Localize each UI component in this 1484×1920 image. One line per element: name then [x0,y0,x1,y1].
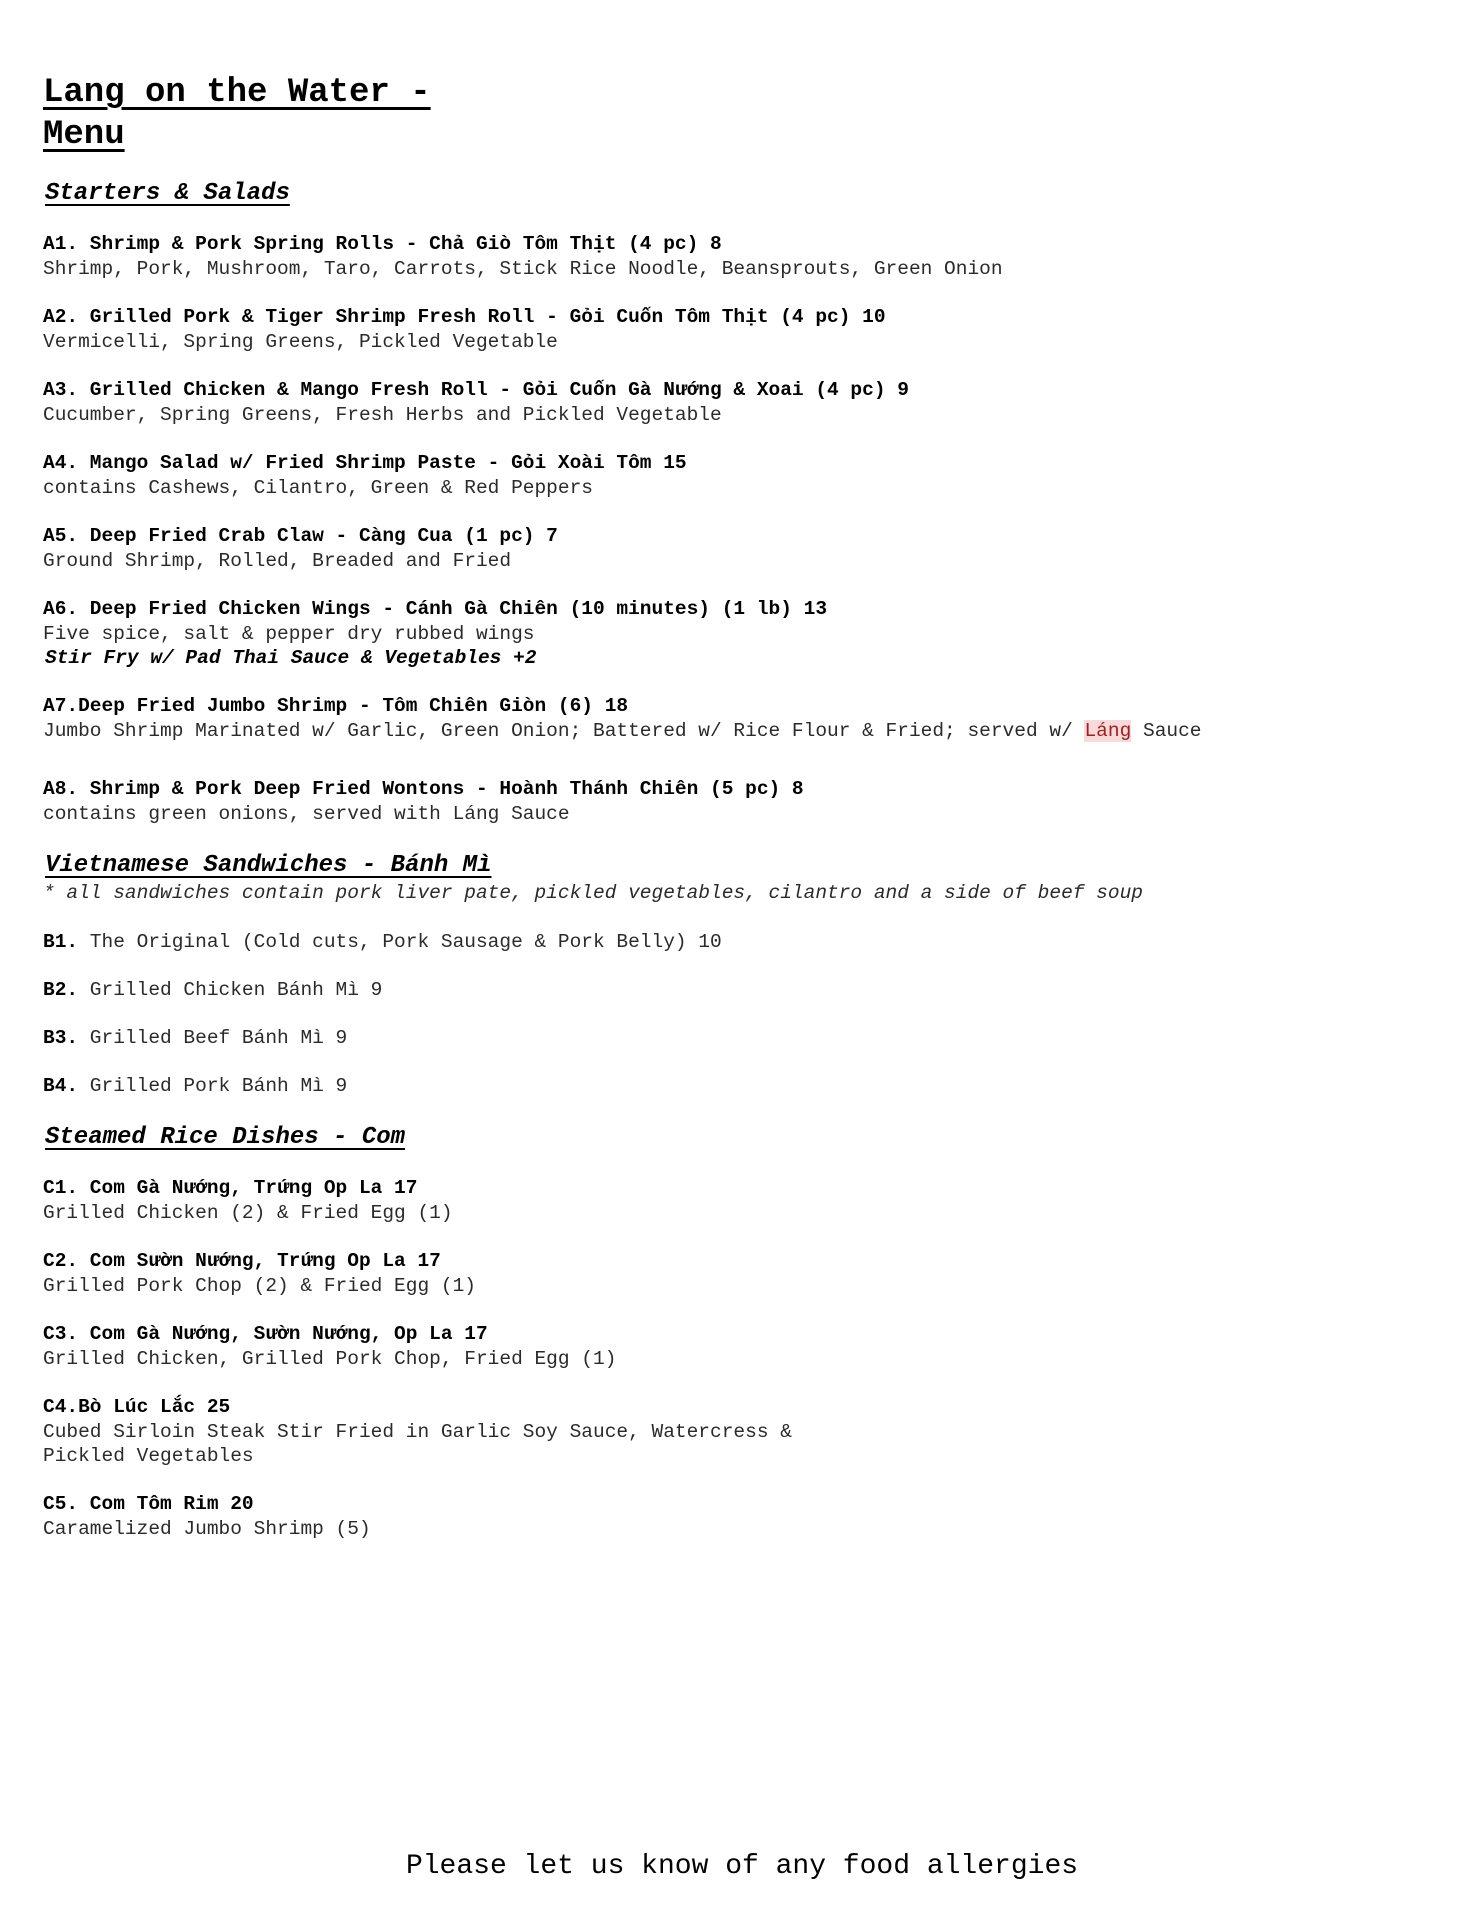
menu-item-title: C2. Com Sườn Nướng, Trứng Op La 17 [43,1250,441,1272]
menu-item-desc: contains green onions, served with Láng Sauce [43,803,570,825]
section-heading-sandwiches: Vietnamese Sandwiches - Bánh Mì [45,852,492,879]
menu-item [43,978,382,1002]
menu-item-title: A7.Deep Fried Jumbo Shrimp - Tôm Chiên Giòn (6) 18 [43,695,629,717]
desc-text: Jumbo Shrimp Marinated w/ Garlic, Green Onion; Battered w/ Rice Flour & Fried; served w/ [43,720,1085,742]
section-heading-starters: Starters & Salads [45,180,290,207]
menu-item-title: C4.Bò Lúc Lắc 25 [43,1396,231,1418]
menu-item-title: C1. Com Gà Nướng, Trứng Op La 17 [43,1177,418,1199]
menu-item-option: Stir Fry w/ Pad Thai Sauce & Vegetables +2 [45,647,537,669]
menu-item [43,930,722,954]
item-code: B1. [43,931,79,953]
item-text: The Original (Cold cuts, Pork Sausage & Pork Belly) 10 [78,931,722,953]
allergy-notice: Please let us know of any food allergies [405,1851,1079,1882]
menu-item-desc: Five spice, salt & pepper dry rubbed wings [43,623,535,645]
menu-item-desc: Cubed Sirloin Steak Stir Fried in Garlic Soy Sauce, Watercress & [43,1421,792,1443]
menu-item-desc: Grilled Chicken (2) & Fried Egg (1) [43,1202,453,1224]
menu-item-desc: Cucumber, Spring Greens, Fresh Herbs and Pickled Vegetable [43,404,722,426]
menu-item-desc: Ground Shrimp, Rolled, Breaded and Fried [43,550,512,572]
title-line-2: Menu [43,116,125,154]
section-note: * all sandwiches contain pork liver pate, pickled vegetables, cilantro and a side of beef soup [43,882,1143,904]
menu-item-desc [43,719,1202,743]
title-line-1: Lang on the Water - [43,74,431,112]
menu-item-desc: Vermicelli, Spring Greens, Pickled Vegetable [43,331,558,353]
menu-item-title: A8. Shrimp & Pork Deep Fried Wontons - Hoành Thánh Chiên (5 pc) 8 [43,778,804,800]
menu-item-title: A4. Mango Salad w/ Fried Shrimp Paste - Gỏi Xoài Tôm 15 [43,452,687,474]
menu-item-desc: Pickled Vegetables [43,1445,254,1467]
menu-item-title: A1. Shrimp & Pork Spring Rolls - Chả Giò Tôm Thịt (4 pc) 8 [43,233,722,255]
page-title [43,72,431,156]
item-text: Grilled Chicken Bánh Mì 9 [78,979,383,1001]
item-text: Grilled Beef Bánh Mì 9 [78,1027,348,1049]
desc-text: Sauce [1131,720,1202,742]
menu-item [43,1026,347,1050]
menu-item-title: A2. Grilled Pork & Tiger Shrimp Fresh Roll - Gỏi Cuốn Tôm Thịt (4 pc) 10 [43,306,886,328]
menu-item-desc: Caramelized Jumbo Shrimp (5) [43,1518,371,1540]
menu-item-title: A6. Deep Fried Chicken Wings - Cánh Gà Chiên (10 minutes) (1 lb) 13 [43,598,828,620]
menu-item-desc: contains Cashews, Cilantro, Green & Red Peppers [43,477,593,499]
section-heading-rice: Steamed Rice Dishes - Com [45,1124,406,1151]
item-code: B4. [43,1075,79,1097]
menu-item-desc: Grilled Pork Chop (2) & Fried Egg (1) [43,1275,476,1297]
item-text: Grilled Pork Bánh Mì 9 [78,1075,348,1097]
menu-item-title: C5. Com Tôm Rim 20 [43,1493,254,1515]
menu-item-desc: Grilled Chicken, Grilled Pork Chop, Fried Egg (1) [43,1348,617,1370]
menu-item [43,1074,347,1098]
item-code: B3. [43,1027,79,1049]
menu-item-title: A3. Grilled Chicken & Mango Fresh Roll - Gỏi Cuốn Gà Nướng & Xoai (4 pc) 9 [43,379,909,401]
highlighted-word: Láng [1084,720,1132,742]
menu-item-title: A5. Deep Fried Crab Claw - Càng Cua (1 pc) 7 [43,525,558,547]
menu-item-title: C3. Com Gà Nướng, Sườn Nướng, Op La 17 [43,1323,488,1345]
menu-item-desc: Shrimp, Pork, Mushroom, Taro, Carrots, Stick Rice Noodle, Beansprouts, Green Onion [43,258,1003,280]
item-code: B2. [43,979,79,1001]
